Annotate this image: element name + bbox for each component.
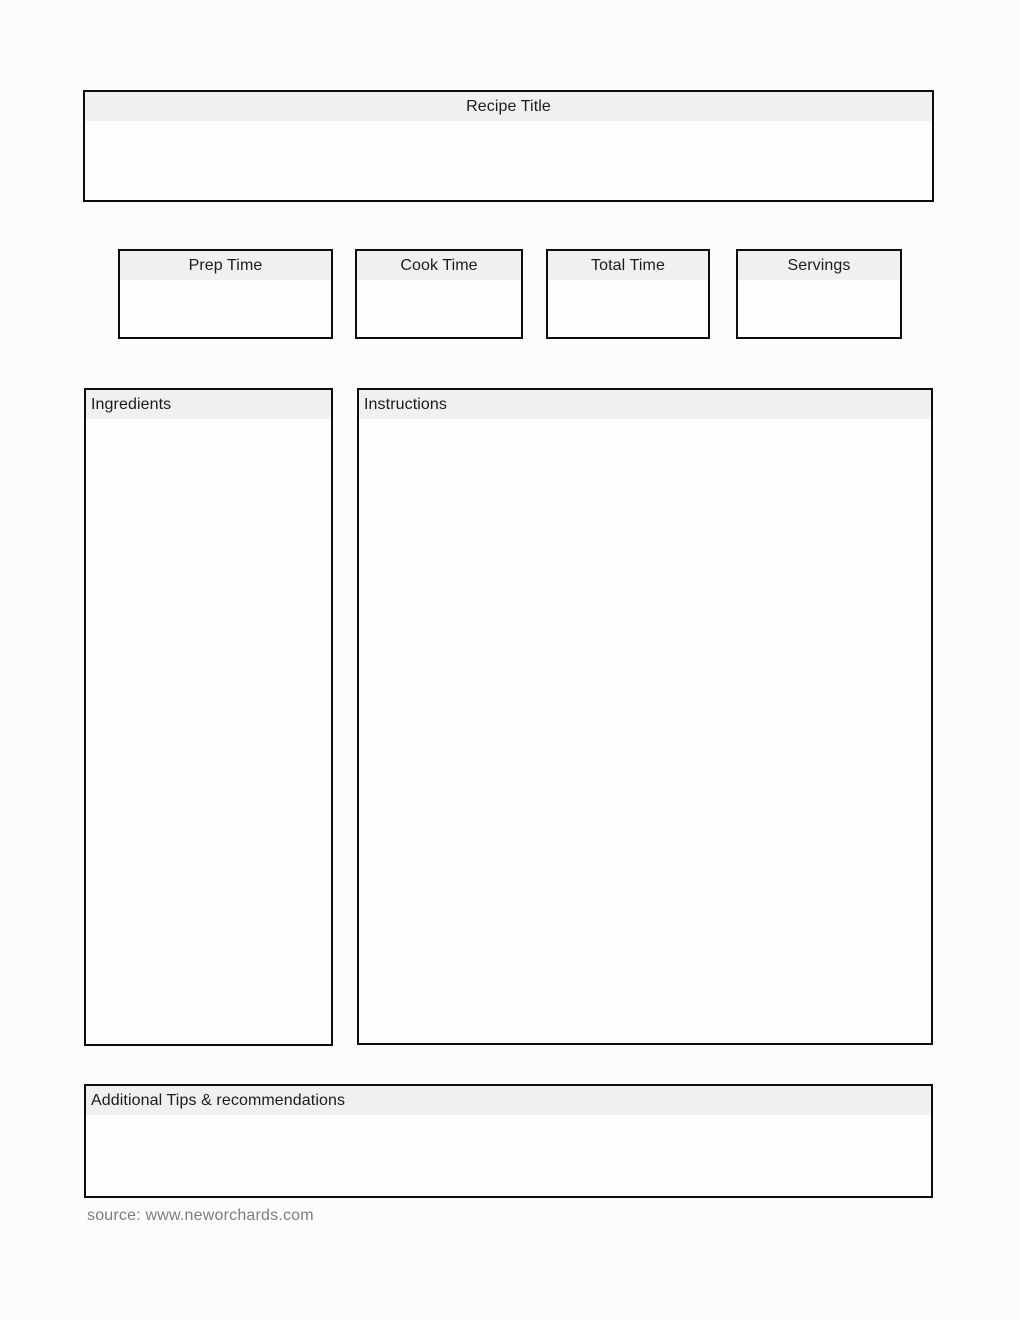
cook-time-box [355,249,523,339]
servings-box [736,249,902,339]
recipe-title-field[interactable] [85,121,932,200]
ingredients-box [84,388,333,1046]
ingredients-header [86,390,331,419]
additional-tips-field[interactable] [86,1115,931,1196]
cook-time-field[interactable] [357,280,521,337]
prep-time-box [118,249,333,339]
instructions-box [357,388,933,1045]
total-time-field[interactable] [548,280,708,337]
cook-time-header [357,251,521,280]
recipe-title-header [85,92,932,121]
recipe-title-box [83,90,934,202]
prep-time-label: Prep Time [188,256,263,274]
instructions-header [359,390,931,419]
instructions-label: Instructions [364,395,448,413]
total-time-box [546,249,710,339]
source-note: source: www.neworchards.com [87,1207,314,1224]
cook-time-label: Cook Time [400,256,478,274]
ingredients-field[interactable] [86,419,331,1044]
prep-time-field[interactable] [120,280,331,337]
ingredients-label: Ingredients [91,395,172,413]
total-time-label: Total Time [591,256,665,274]
additional-tips-label: Additional Tips & recommendations [91,1091,346,1109]
instructions-field[interactable] [359,419,931,1043]
additional-tips-box [84,1084,933,1198]
additional-tips-header [86,1086,931,1115]
servings-header [738,251,900,280]
prep-time-header [120,251,331,280]
total-time-header [548,251,708,280]
servings-field[interactable] [738,280,900,337]
recipe-title-label: Recipe Title [466,97,551,115]
servings-label: Servings [787,256,851,274]
